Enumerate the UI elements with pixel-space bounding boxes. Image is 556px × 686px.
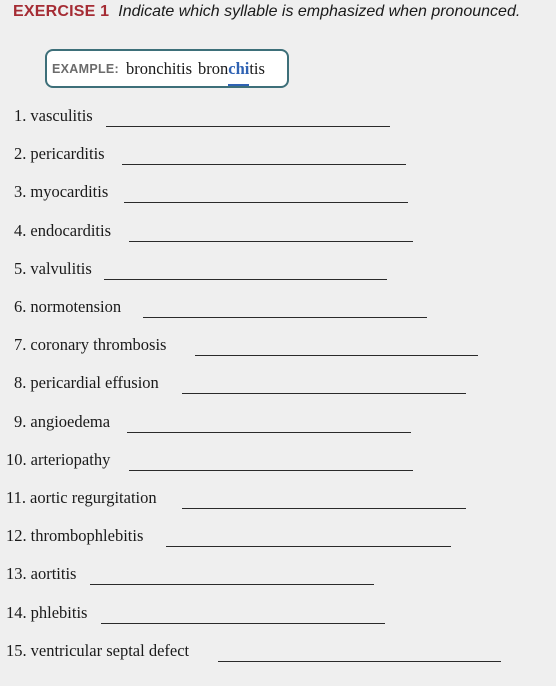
answer-blank-line[interactable] xyxy=(127,432,411,433)
item-term: angioedema xyxy=(30,411,111,431)
item-term: ventricular septal defect xyxy=(30,640,190,660)
item-term: normotension xyxy=(30,297,122,316)
item-term: coronary thrombosis xyxy=(30,335,167,355)
exercise-item xyxy=(0,182,556,220)
exercise-item xyxy=(0,564,556,602)
exercise-item-text xyxy=(14,259,92,279)
exercise-item xyxy=(0,603,556,641)
item-number: 11. xyxy=(6,488,27,507)
example-answer xyxy=(198,59,265,79)
exercise-label: EXERCISE 1 xyxy=(13,3,110,20)
answer-blank-line[interactable] xyxy=(122,164,406,165)
item-number: 4. xyxy=(14,220,27,240)
exercise-header xyxy=(13,3,520,21)
item-number: 14. xyxy=(6,602,27,622)
item-term: vasculitis xyxy=(30,106,93,125)
answer-blank-line[interactable] xyxy=(101,623,385,624)
item-number: 1. xyxy=(14,106,27,125)
item-term: aortic regurgitation xyxy=(30,488,157,507)
example-word: bronchitis xyxy=(126,58,192,78)
item-term: pericardial effusion xyxy=(30,373,159,393)
exercise-item-text xyxy=(6,450,110,470)
exercise-item xyxy=(0,412,556,450)
exercise-item xyxy=(0,297,556,335)
exercise-item-text xyxy=(14,144,105,164)
exercise-item-text xyxy=(14,182,108,202)
exercise-item-text xyxy=(14,221,111,241)
exercise-item-text xyxy=(6,564,76,584)
item-number: 13. xyxy=(6,564,27,584)
example-tag: EXAMPLE: xyxy=(52,61,119,76)
item-term: aortitis xyxy=(30,564,77,584)
item-term: endocarditis xyxy=(30,220,112,240)
item-number: 8. xyxy=(14,373,27,393)
item-number: 6. xyxy=(14,297,27,316)
exercise-item xyxy=(0,641,556,679)
exercise-item xyxy=(0,106,556,144)
exercise-item xyxy=(0,259,556,297)
example-answer-pre: bron xyxy=(198,58,229,78)
item-term: myocarditis xyxy=(30,182,109,202)
item-term: thrombophlebitis xyxy=(30,526,144,546)
example-box xyxy=(45,49,289,88)
exercise-item-text xyxy=(6,488,157,508)
answer-blank-line[interactable] xyxy=(90,584,374,585)
exercise-item-text xyxy=(14,106,93,126)
item-term: valvulitis xyxy=(30,258,92,278)
exercise-item xyxy=(0,450,556,488)
exercise-item xyxy=(0,221,556,259)
item-number: 5. xyxy=(14,258,27,278)
exercise-item xyxy=(0,335,556,373)
exercise-item-text xyxy=(6,603,87,623)
answer-blank-line[interactable] xyxy=(195,355,478,356)
exercise-item-text xyxy=(14,373,159,393)
exercise-item-text xyxy=(6,641,189,661)
exercise-item xyxy=(0,373,556,411)
answer-blank-line[interactable] xyxy=(124,202,408,203)
answer-blank-line[interactable] xyxy=(129,470,413,471)
exercise-item xyxy=(0,526,556,564)
example-answer-post: tis xyxy=(249,58,265,78)
item-term: arteriopathy xyxy=(30,449,111,469)
answer-blank-line[interactable] xyxy=(182,508,466,509)
item-number: 3. xyxy=(14,182,27,202)
exercise-item-text xyxy=(14,297,121,317)
answer-blank-line[interactable] xyxy=(104,279,387,280)
exercise-item-text xyxy=(14,335,166,355)
exercise-item xyxy=(0,488,556,526)
answer-blank-line[interactable] xyxy=(129,241,413,242)
exercise-item xyxy=(0,144,556,182)
item-number: 7. xyxy=(14,335,27,355)
answer-blank-line[interactable] xyxy=(218,661,501,662)
item-number: 12. xyxy=(6,526,27,546)
item-term: pericarditis xyxy=(30,144,105,164)
example-answer-emphasized-syllable: chi xyxy=(228,58,250,78)
item-number: 9. xyxy=(14,411,27,431)
item-number: 2. xyxy=(14,144,27,164)
answer-blank-line[interactable] xyxy=(166,546,451,547)
exercise-item-text xyxy=(6,526,143,546)
exercise-instruction: Indicate which syllable is emphasized when pronounced. xyxy=(118,3,521,20)
answer-blank-line[interactable] xyxy=(143,317,427,318)
answer-blank-line[interactable] xyxy=(182,393,466,394)
answer-blank-line[interactable] xyxy=(106,126,390,127)
item-term: phlebitis xyxy=(30,602,88,622)
exercise-item-text xyxy=(14,412,110,432)
item-number: 10. xyxy=(6,449,27,469)
item-number: 15. xyxy=(6,640,27,660)
